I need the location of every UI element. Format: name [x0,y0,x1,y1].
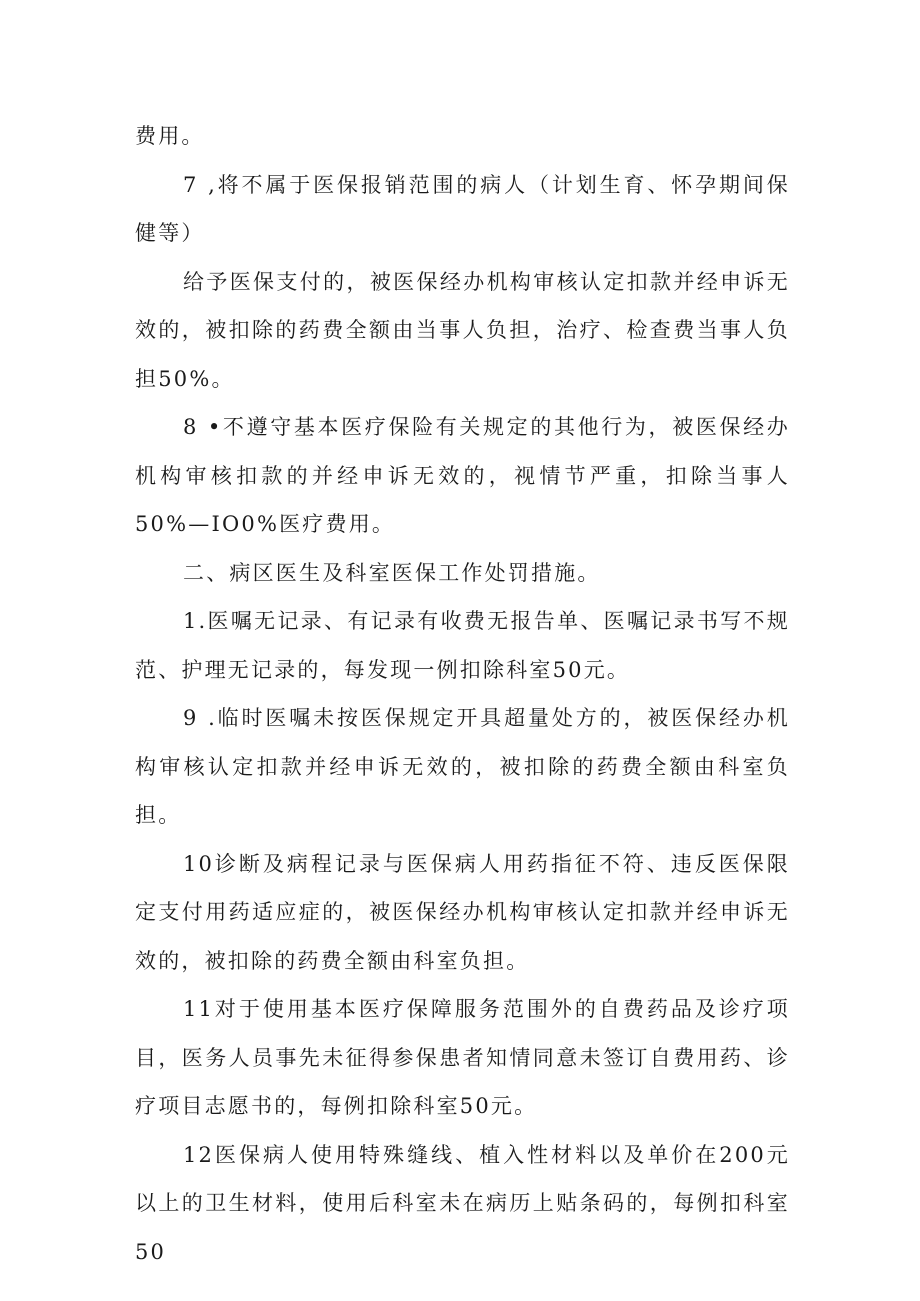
paragraph-item-10: 10诊断及病程记录与医保病人用药指征不符、违反医保限定支付用药适应症的，被医保经办机构审核认定扣款并经申诉无效的，被扣除的药费全额由科室负担。 [135,851,790,973]
paragraph-continuation: 费用。 [135,124,205,148]
paragraph-item-8: 8 •不遵守基本医疗保险有关规定的其他行为，被医保经办机构审核扣款的并经申诉无效的，视情节严重，扣除当事人50%—IO0%医疗费用。 [135,415,790,536]
paragraph-item-11: 11对于使用基本医疗保障服务范围外的自费药品及诊疗项目，医务人员事先未征得参保患者知情同意未签订自费用药、诊疗项目志愿书的，每例扣除科室50元。 [135,997,790,1118]
paragraph-item-9: 9 .临时医嘱未按医保规定开具超量处方的，被医保经办机构审核认定扣款并经申诉无效的，被扣除的药费全额由科室负担。 [135,706,790,827]
paragraph-item-1: 1.医嘱无记录、有记录有收费无报告单、医嘱记录书写不规范、护理无记录的，每发现一例扣除科室50元。 [135,609,790,682]
paragraph-item-12: 12医保病人使用特殊缝线、植入性材料以及单价在200元以上的卫生材料，使用后科室未在病历上贴条码的，每例扣科室50 [135,1142,790,1264]
section-heading-2: 二、病区医生及科室医保工作处罚措施。 [183,560,601,585]
paragraph-item-7-continued: 给予医保支付的，被医保经办机构审核认定扣款并经申诉无效的，被扣除的药费全额由当事人负担，治疗、检查费当事人负担50%。 [135,269,790,391]
paragraph-item-7: 7 ,将不属于医保报销范围的病人（计划生育、怀孕期间保健等） [135,172,790,245]
document-body [135,112,790,1276]
